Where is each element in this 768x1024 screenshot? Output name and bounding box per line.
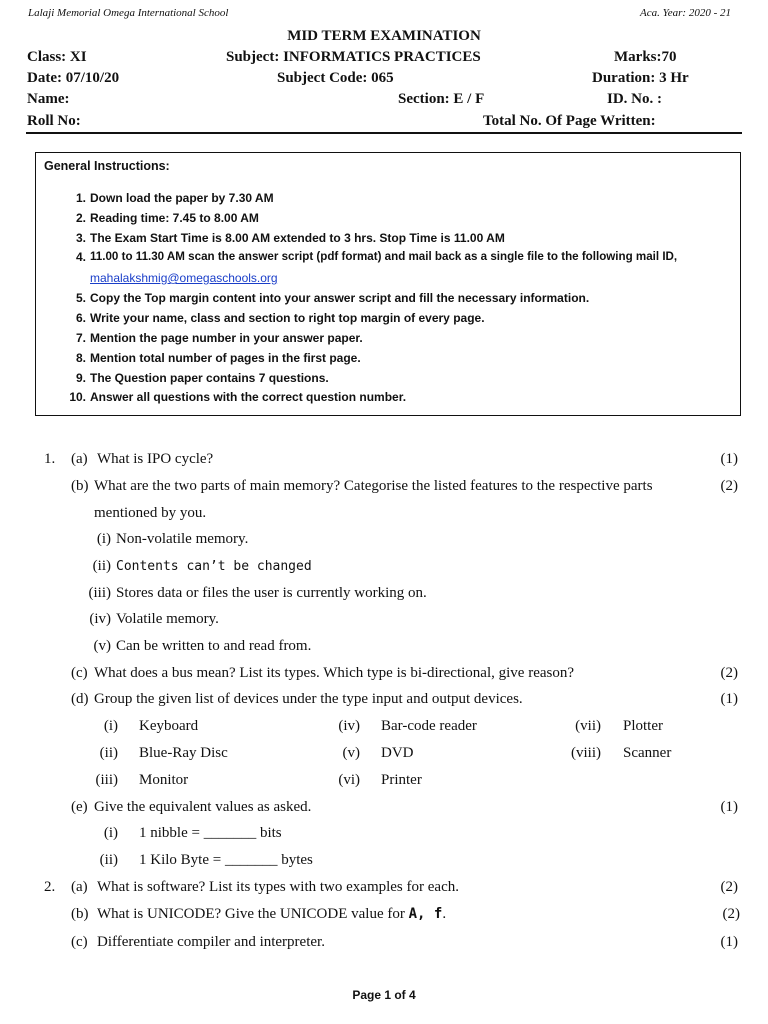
school-name: Lalaji Memorial Omega International School [28, 7, 229, 19]
instruction-text: Write your name, class and section to right top margin of every page. [90, 311, 485, 325]
question-number: 2. [44, 879, 56, 895]
instruction-number: 5. [75, 291, 86, 305]
duration-field: Duration: 3 Hr [592, 70, 689, 86]
question-text: Group the given list of devices under the type input and output devices. [94, 691, 523, 707]
instruction-text: Mention the page number in your answer paper. [90, 331, 363, 345]
device-name: Plotter [623, 718, 663, 734]
instruction-text: Copy the Top margin content into your answer script and fill the necessary information. [90, 291, 590, 305]
instruction-number: 1. [75, 191, 86, 205]
header-divider [26, 132, 742, 134]
list-text: Contents can’t be changed [116, 559, 312, 574]
instruction-number: 7. [75, 331, 86, 345]
instruction-text: 11.00 to 11.30 AM scan the answer script (pdf format) and mail back as a single file to the following mail ID, [90, 250, 678, 263]
list-text: Can be written to and read from. [116, 638, 312, 654]
device-number: (viii) [571, 745, 601, 761]
question-text: What is IPO cycle? [97, 451, 214, 467]
roll-no-field: Roll No: [27, 113, 81, 129]
name-field: Name: [27, 91, 70, 107]
instruction-text: Answer all questions with the correct question number. [90, 390, 407, 404]
question-text: What does a bus mean? List its types. Which type is bi-directional, give reason? [94, 665, 575, 681]
list-number: (ii) [92, 558, 111, 574]
question-marks: (2) [720, 478, 738, 494]
list-number: (ii) [99, 852, 118, 868]
question-marks: (2) [722, 906, 740, 922]
list-text: Stores data or files the user is currently working on. [116, 585, 427, 601]
subquestion-label: (c) [71, 665, 88, 681]
instruction-number: 8. [75, 351, 86, 365]
instructions-title: General Instructions: [44, 159, 170, 173]
marks-field: Marks:70 [614, 49, 677, 65]
instruction-number: 10. [69, 390, 86, 404]
subquestion-label: (c) [71, 934, 88, 950]
device-number: (iii) [95, 772, 118, 788]
question-number: 1. [44, 451, 56, 467]
question-text: What are the two parts of main memory? Categorise the listed features to the respective parts [94, 478, 653, 494]
device-name: DVD [381, 745, 414, 761]
instruction-text: Mention total number of pages in the first page. [90, 351, 361, 365]
list-number: (i) [103, 825, 118, 841]
device-name: Printer [381, 772, 422, 788]
list-text: Non-volatile memory. [116, 531, 249, 547]
instruction-text: The Question paper contains 7 questions. [90, 371, 329, 385]
instruction-number: 2. [75, 211, 86, 225]
device-number: (ii) [99, 745, 118, 761]
email-link[interactable]: mahalakshmig@omegaschools.org [90, 271, 278, 285]
question-marks: (1) [720, 799, 738, 815]
device-name: Blue-Ray Disc [139, 745, 228, 761]
subquestion-label: (d) [71, 691, 89, 707]
question-text-continued: mentioned by you. [94, 505, 207, 521]
subquestion-label: (a) [71, 451, 88, 467]
subject-field: Subject: INFORMATICS PRACTICES [226, 49, 481, 65]
device-number: (iv) [338, 718, 360, 734]
list-number: (iii) [88, 585, 111, 601]
instruction-number: 4. [75, 250, 86, 264]
device-number: (v) [342, 745, 360, 761]
subquestion-label: (a) [71, 879, 88, 895]
question-text-part: What is UNICODE? Give the UNICODE value for [97, 906, 409, 922]
instruction-number: 9. [75, 371, 86, 385]
question-marks: (1) [720, 691, 738, 707]
exam-title: MID TERM EXAMINATION [287, 28, 481, 44]
device-number: (vi) [338, 772, 360, 788]
question-text-tail: . [442, 906, 447, 922]
id-field: ID. No. : [607, 91, 662, 107]
list-number: (i) [96, 531, 111, 547]
question-text: What is software? List its types with two examples for each. [97, 879, 459, 895]
pages-written-field: Total No. Of Page Written: [483, 113, 656, 129]
subject-code-field: Subject Code: 065 [277, 70, 394, 86]
device-name: Bar-code reader [381, 718, 477, 734]
device-name: Keyboard [139, 718, 199, 734]
date-field: Date: 07/10/20 [27, 70, 120, 86]
subquestion-label: (b) [71, 906, 89, 922]
question-text [97, 906, 446, 923]
list-text: Volatile memory. [116, 611, 219, 627]
section-field: Section: E / F [398, 91, 485, 107]
device-number: (i) [103, 718, 118, 734]
device-number: (vii) [575, 718, 601, 734]
question-marks: (1) [720, 451, 738, 467]
class-field: Class: XI [27, 49, 87, 65]
instruction-text: Reading time: 7.45 to 8.00 AM [90, 211, 259, 225]
instruction-number: 3. [75, 231, 86, 245]
question-text: Differentiate compiler and interpreter. [97, 934, 325, 950]
question-marks: (1) [720, 934, 738, 950]
question-marks: (2) [720, 665, 738, 681]
question-marks: (2) [720, 879, 738, 895]
code-values: A, f [408, 906, 443, 922]
device-name: Monitor [139, 772, 189, 788]
instruction-number: 6. [75, 311, 86, 325]
subquestion-label: (e) [71, 799, 88, 815]
instruction-text: Down load the paper by 7.30 AM [90, 191, 274, 205]
question-text: Give the equivalent values as asked. [94, 799, 312, 815]
academic-year: Aca. Year: 2020 - 21 [640, 7, 731, 19]
list-number: (iv) [89, 611, 111, 627]
page-number: Page 1 of 4 [352, 988, 416, 1002]
list-number: (v) [93, 638, 111, 654]
device-name: Scanner [623, 745, 672, 761]
instruction-text: The Exam Start Time is 8.00 AM extended to 3 hrs. Stop Time is 11.00 AM [90, 231, 505, 245]
list-text: 1 nibble = _______ bits [139, 825, 282, 841]
subquestion-label: (b) [71, 478, 89, 494]
list-text: 1 Kilo Byte = _______ bytes [139, 852, 313, 868]
